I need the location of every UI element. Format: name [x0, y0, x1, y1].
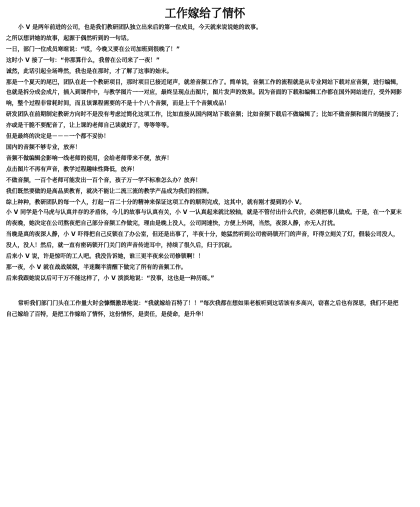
- body-paragraph: 后来我跟她说以后可千万不能这样了，小 V 淡淡地说：“没事，这也是一种历练。”: [6, 275, 215, 282]
- body-paragraph: 点击图片不再有声音，教学过程趣味性降低，放弃！: [6, 166, 138, 173]
- body-paragraph: 研发团队在前期制定教研方向时不是没有考虑过简化这项工作，比如直接从国内网站下载音频；比如音频下载后不做编辑了；比如不做音频和图片的链接了；亦或是干脆不要配音了，让上课的老师自己读就好了，等等等等。: [6, 112, 402, 130]
- body-paragraph: 一日，部门一位成员寒暄说：“哎，今晚又要在公司加班到很晚了！”: [6, 46, 180, 53]
- document-body: [6, 23, 404, 321]
- body-paragraph: 常听我们部门门头在工作量大时会慷慨激昂地说：“我就嫁给百特了！！”每次我都在想如果老板听到这话该有多高兴，窃喜之后也有深思，我们不是把自己嫁给了百特，是把工作嫁给了情怀，这份情怀，是责任，是使命，是升华！: [6, 300, 399, 318]
- body-paragraph: 综上种种，教研团队的每一个人，打起一百二十分的精神来保证这项工作的顺利完成，这其中，就有刚才提到的小 V。: [6, 199, 306, 206]
- document-title: 工作嫁给了情怀: [164, 6, 246, 20]
- paragraph-spacer: [6, 285, 404, 299]
- body-paragraph: 小 V 同学是个马虎与认真并存的矛盾体，今儿的故事与认真有关，小 V 一认真起来就比较轴，就是不管付出什么代价，必须把事儿做成。于是，在一个夏末的夜晚，她决定在公司熬夜把自己部分音频工作做完，理由是晚上没人，公司网速快，方便上外网，当然，夜深人静，亦无人打扰。: [6, 210, 402, 228]
- body-paragraph: 之所以想讲她的故事，起源于偶然听到的一句话。: [6, 35, 133, 42]
- body-paragraph: 那是一个夏天的尾巴，团队在赶一个教研项目，那时项目已接近尾声，就差音频工作了。简单说，音频工作的流程就是从专业网站下载对应音频，进行编辑，也就是拆分成会成片，插入到课件中，与教学图片一一对应，最终呈现点击图片，图片发声的效果。因为音面的下载和编辑工作都在国外网站进行，受外网影响，整个过程非常耗时间，而且该课程需要的不是十个八个音频，而是上千个音频成品！: [6, 79, 402, 108]
- body-paragraph: 后来小 V 说，许是惊吓的工人吧。我没告诉她，谁三更半夜来公司修锁啊！！: [6, 254, 204, 261]
- body-paragraph: 国内的音频不够专业，放弃！: [6, 144, 81, 151]
- body-paragraph: 当晚是真的夜深人静，小 V 吓得把自己反锁在了办公室，但还是出事了，半夜十分，她猛然听到公司密码锁开门的声音，吓得立刻关了灯，假装公司没人，没人，没人！然后，就一直有密码锁开门关门的声音传进耳中，持续了很久后，归于沉寂。: [6, 232, 399, 250]
- body-paragraph: 我们既然要做的是高品质教育，就决不能让二流三流的教学产品成为我们的招牌。: [6, 188, 213, 195]
- body-paragraph: 音频不做编辑会影响一线老师的使用，会给老师带来不便，放弃！: [6, 155, 173, 162]
- body-paragraph: 那一夜，小 V 就在战战兢兢，半迷糊半清醒下做完了所有的音频工作。: [6, 264, 187, 271]
- body-paragraph: 诚然，此话引起全场哗然，我也是在那时，才了解了这事的始末。: [6, 68, 173, 75]
- body-paragraph: 小 V 是两年前进的公司，也是我们教研团队独立出来后的第一位成员，今天就来说说她的故事。: [18, 25, 262, 31]
- body-paragraph: 这时小 V 接了一句：“你那算什么，我曾在公司来了一夜！”: [6, 57, 160, 64]
- body-paragraph: 不做音频，一百个老师可能发出一百个音，孩子万一学不标准怎么办？放弃！: [6, 177, 202, 184]
- body-paragraph: 但是最终的决定是－－－一个都不妥协！: [6, 134, 110, 141]
